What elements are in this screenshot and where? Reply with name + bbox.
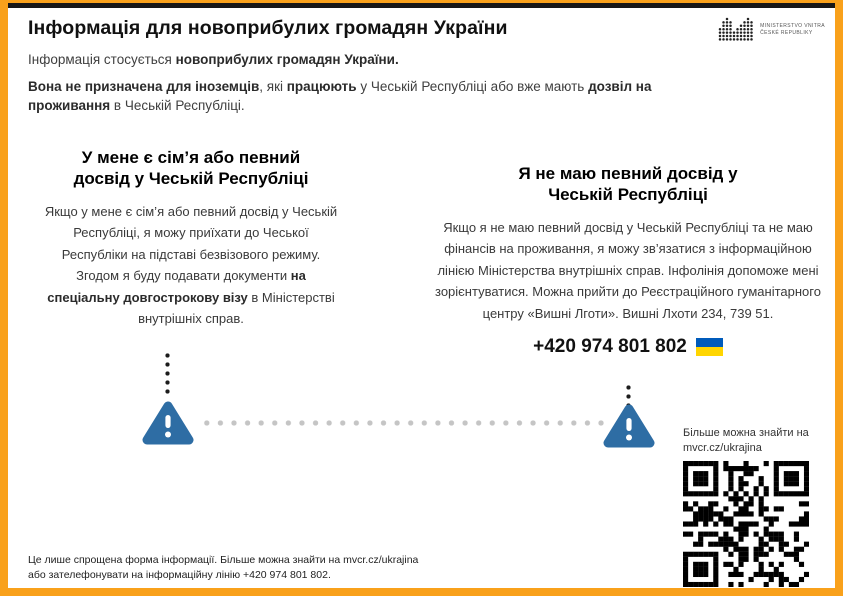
header	[28, 17, 718, 123]
ministry-logo	[718, 17, 825, 43]
ukraine-flag-icon	[696, 338, 723, 356]
intro1-bold: новоприбулих громадян України.	[175, 52, 399, 67]
qr-caption-line2: mvcr.cz/ukrajina	[683, 441, 762, 454]
ministry-name-line1: MINISTERSTVO VNITRA	[760, 22, 825, 29]
left-body-seg1: на спеціальну довгострокову візу	[47, 268, 306, 305]
vertical-dotted-line-left	[165, 351, 170, 397]
qr-block	[683, 426, 823, 592]
qr-code	[683, 461, 809, 587]
intro1-text: Інформація стосується	[28, 52, 176, 67]
page-title: Інформація для новоприбулих громадян України	[28, 17, 508, 39]
intro2-seg5: в Чеській Республіці.	[110, 98, 245, 114]
footer-line1: Це лише спрощена форма інформації. Більше можна знайти на mvcr.cz/ukrajina	[28, 554, 419, 566]
intro2-seg0: Вона не призначена для іноземців	[28, 78, 260, 94]
intro2-seg3: у Чеській Республіці або вже мають	[356, 78, 589, 94]
intro2-seg2: працюють	[286, 78, 357, 94]
infoline-phone-row	[428, 336, 828, 358]
intro-line-2	[28, 77, 718, 116]
warning-triangle-icon-right	[603, 402, 655, 448]
footer-line2: або зателефонувати на інформаційну лінію +420 974 801 802.	[28, 569, 331, 582]
ministry-logo-text	[760, 23, 825, 38]
left-column-body	[41, 201, 341, 330]
flag-yellow-stripe	[696, 347, 723, 356]
intro2-seg4: дозвіл на проживання	[28, 78, 652, 114]
left-column-heading: У мене є сім’я або певний досвід у Чеській Республіці	[73, 148, 309, 189]
right-column	[428, 163, 828, 358]
top-black-rule	[8, 3, 835, 8]
left-body-seg0: Якщо у мене є сім’я або певний досвід у Чеській Республіці, я можу приїхати до Чеської Республіки на підставі безвізового режиму. Згодом я буду подавати документи	[44, 203, 338, 283]
qr-caption	[683, 426, 823, 456]
flag-blue-stripe	[696, 338, 723, 347]
ministry-name-line2: ČESKÉ REPUBLIKY	[760, 30, 813, 36]
intro2-seg1: , які	[259, 78, 287, 94]
horizontal-dotted-line	[200, 419, 608, 427]
right-column-heading: Я не маю певний досвід у Чеській Республіці	[518, 164, 738, 205]
left-column	[41, 147, 341, 330]
ministry-logo-icon	[718, 17, 754, 43]
footer	[28, 553, 418, 583]
intro-line-1	[28, 50, 718, 70]
qr-caption-line1: Більше можна знайти на	[683, 427, 809, 439]
infoline-phone-number: +420 974 801 802	[533, 336, 687, 357]
warning-triangle-icon-left	[142, 399, 194, 445]
left-body-seg2: в Міністерстві внутрішніх справ.	[138, 289, 335, 326]
right-column-body: Якщо я не маю певний досвід у Чеській Республіці та не маю фінансів на проживання, я можу зв’язатися з інформаційною лінією Міністерства внутрішніх справ. Інфолінія допоможе мені зорієнтуватися. Можна прийти до Реєстраційного гуманітарного центру «Вишні Лготи». Вишні Лхоти 234, 739 51.	[435, 219, 821, 321]
